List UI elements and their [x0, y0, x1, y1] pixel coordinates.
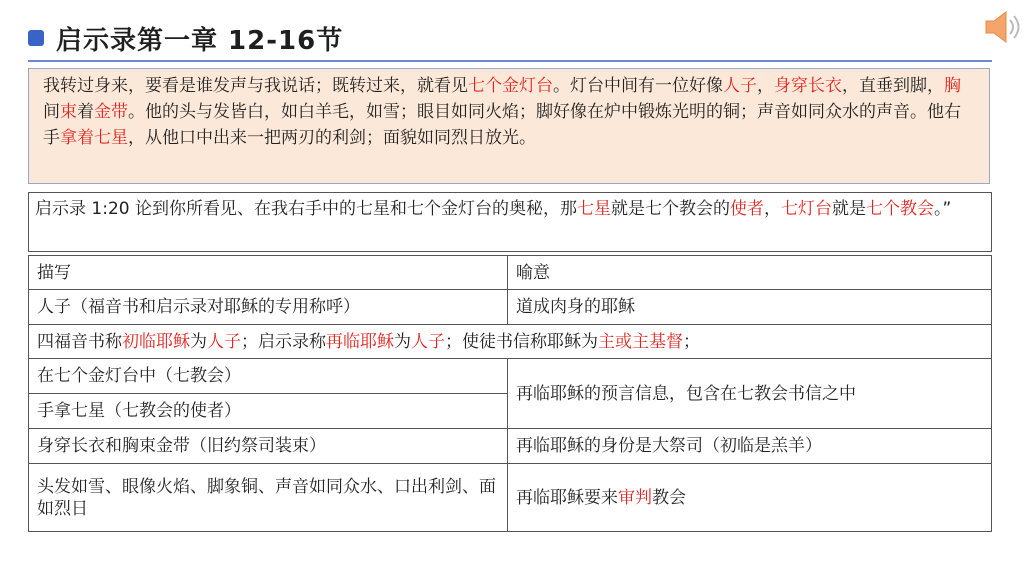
verse-seg-highlight: 七个教会 — [865, 199, 934, 219]
slide-title: 启示录第一章 12-16节 — [56, 25, 344, 56]
row-seg: ；启示录称 — [241, 331, 326, 352]
row-seg: 四福音书称 — [37, 331, 122, 352]
verse-seg-highlight: 使者 — [729, 199, 764, 219]
title-underline — [28, 60, 992, 62]
table-header-row — [29, 256, 992, 290]
quote-seg: ，直垂到脚， — [842, 76, 944, 96]
row-seg-highlight: 再临耶稣 — [326, 331, 394, 352]
verse-seg: 就是七个教会的 — [610, 199, 730, 219]
verse-seg: 。” — [933, 199, 952, 219]
table-row — [29, 359, 992, 394]
table-row — [29, 290, 992, 325]
table-row — [29, 464, 992, 532]
verse-seg-highlight: 七星 — [576, 199, 611, 219]
quote-seg: 我转过身来，要看是谁发声与我说话；既转过来，就看见 — [43, 76, 468, 96]
cell-description: 人子（福音书和启示录对耶稣的专用称呼） — [29, 290, 508, 325]
quote-seg-highlight: 胸 — [944, 76, 961, 96]
quote-seg-highlight: 拿着七星 — [60, 128, 128, 148]
quote-seg: 。灯台中间有一位好像 — [553, 76, 723, 96]
scripture-quote-box — [28, 68, 990, 184]
quote-seg-highlight: 身穿长衣 — [774, 76, 842, 96]
quote-seg: ， — [757, 76, 774, 96]
quote-seg-highlight: 七个金灯台 — [468, 76, 553, 96]
row-seg: 为 — [394, 331, 411, 352]
row-seg: ； — [683, 331, 700, 352]
quote-seg: ，从他口中出来一把两刃的利剑；面貌如同烈日放光。 — [128, 128, 536, 148]
row-seg: 再临耶稣要来 — [516, 487, 618, 508]
row-seg: 教会 — [652, 487, 686, 508]
verse-seg: 就是 — [831, 199, 866, 219]
table-row-full — [29, 325, 992, 359]
cell-description: 身穿长衣和胸束金带（旧约祭司装束） — [29, 429, 508, 464]
verse-seg: ， — [763, 199, 781, 219]
row-seg-highlight: 主或主基督 — [598, 331, 683, 352]
quote-seg-highlight: 金带 — [94, 102, 128, 122]
slide-title-bar — [28, 18, 343, 58]
verse-seg: 启示录 1:20 论到你所看见、在我右手中的七星和七个金灯台的奥秘，那 — [35, 199, 577, 219]
cell-full-width — [29, 325, 992, 359]
header-description: 描写 — [29, 256, 508, 290]
row-seg: ；使徒书信称耶稣为 — [445, 331, 598, 352]
cell-description: 在七个金灯台中（七教会） — [29, 359, 508, 394]
row-seg-highlight: 人子 — [411, 331, 445, 352]
verse-box — [28, 192, 992, 252]
speaker-icon[interactable] — [982, 6, 1024, 48]
header-meaning: 喻意 — [508, 256, 992, 290]
cell-meaning — [508, 464, 992, 532]
title-bullet-square — [28, 30, 44, 46]
cell-meaning: 道成肉身的耶稣 — [508, 290, 992, 325]
quote-seg-highlight: 束 — [60, 102, 77, 122]
row-seg: 为 — [190, 331, 207, 352]
table-row — [29, 429, 992, 464]
row-seg-highlight: 人子 — [207, 331, 241, 352]
row-seg-highlight: 审判 — [618, 487, 652, 508]
quote-seg: 间 — [43, 102, 60, 122]
cell-description: 手拿七星（七教会的使者） — [29, 394, 508, 429]
cell-meaning: 再临耶稣的身份是大祭司（初临是羔羊） — [508, 429, 992, 464]
quote-seg-highlight: 人子 — [723, 76, 757, 96]
quote-seg: 着 — [77, 102, 94, 122]
meaning-table — [28, 255, 992, 532]
quote-seg: 。他的头与发皆白，如白羊毛，如雪；眼目如同火焰；脚好像在炉中锻炼光明的铜；声音如同众水的声音。他右手 — [43, 102, 961, 148]
cell-description: 头发如雪、眼像火焰、脚象铜、声音如同众水、口出利剑、面如烈日 — [29, 464, 508, 532]
cell-meaning: 再临耶稣的预言信息，包含在七教会书信之中 — [508, 359, 992, 429]
row-seg-highlight: 初临耶稣 — [122, 331, 190, 352]
verse-seg-highlight: 七灯台 — [780, 199, 832, 219]
